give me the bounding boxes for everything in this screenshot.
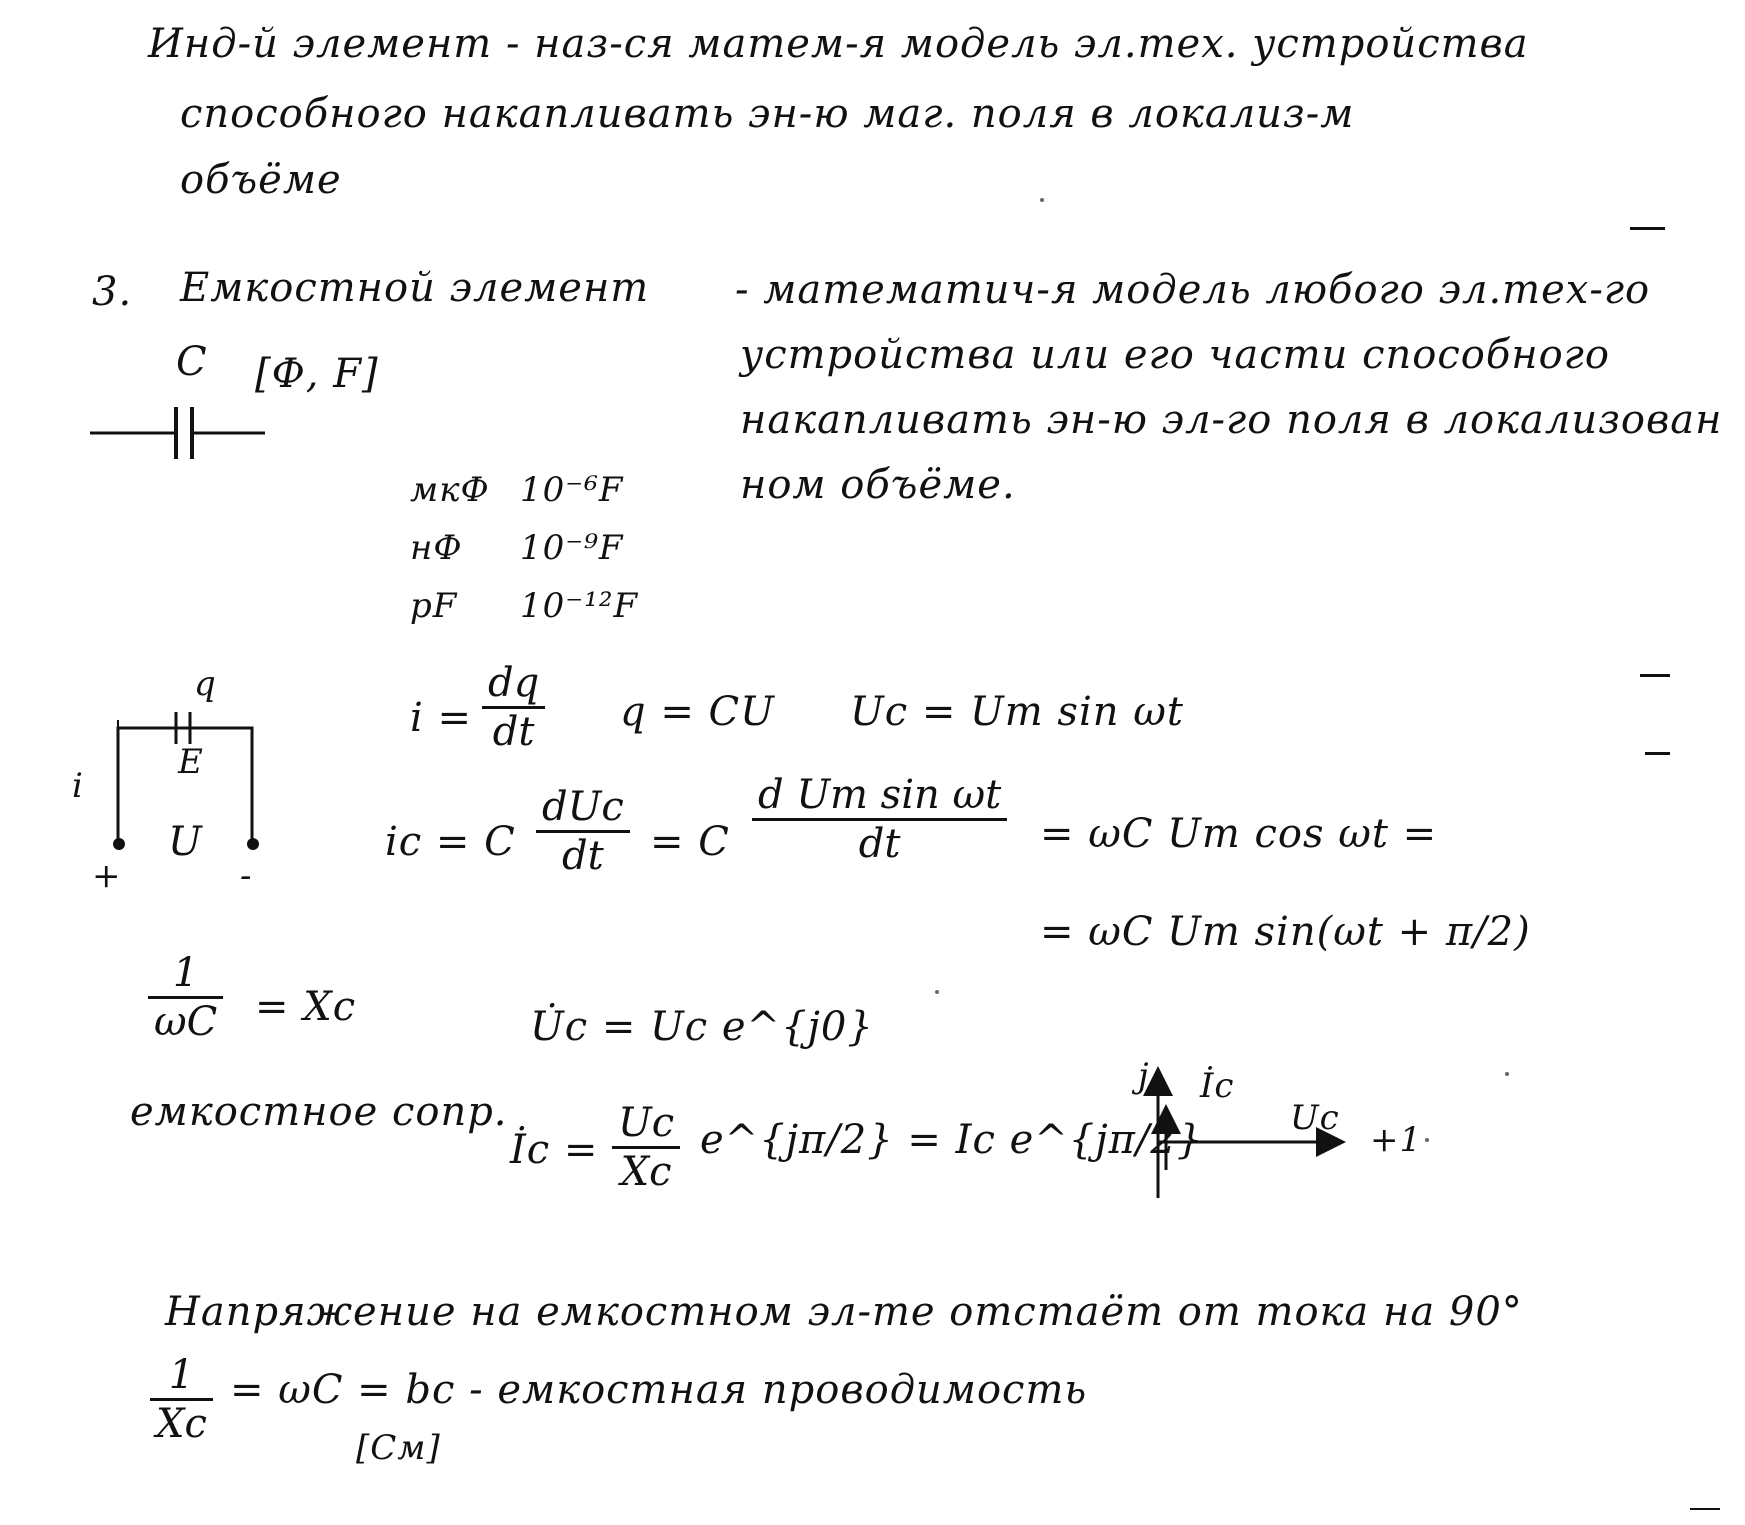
eq2-middle: = C	[650, 819, 730, 865]
susceptance-fraction	[150, 1352, 213, 1447]
terminal-plus-sign: +	[92, 856, 122, 896]
capacitor-symbol	[90, 395, 270, 475]
intro-line-2: способного накапливать эн-ю маг. поля в локализ-м	[180, 91, 1355, 137]
eq1-denominator: dt	[492, 709, 535, 755]
scan-mark-2	[1640, 674, 1670, 677]
definition-line-3: накапливать эн-ю эл-го поля в локализован	[740, 397, 1723, 443]
reactance-fraction	[148, 950, 223, 1045]
eq2-denominator-1: dt	[562, 833, 604, 879]
eq2-fraction-1	[536, 784, 630, 879]
eq3: = ωC Um sin(ωt + π/2)	[1040, 909, 1531, 955]
conclusion-text: Напряжение на емкостном эл-те отстаёт от тока на 90°	[165, 1289, 1523, 1335]
phasor-real-axis-label: +1	[1370, 1120, 1423, 1160]
eq2-numerator-1: dUc	[542, 784, 624, 830]
eq2-lhs: ic = C	[385, 819, 516, 865]
susceptance-denominator: Xc	[156, 1401, 207, 1447]
scan-speck-2	[935, 990, 939, 994]
circuit-field-label: E	[178, 742, 204, 782]
eq2-numerator-2: d Um sin ωt	[758, 772, 1002, 818]
circuit-charge-label: q	[194, 664, 217, 704]
phasor-current-denominator: Xc	[620, 1149, 672, 1195]
definition-line-1: - математич-я модель любого эл.тех-го	[735, 267, 1651, 313]
scan-mark-3	[1645, 752, 1670, 755]
circuit-voltage-label: U	[168, 819, 203, 865]
unit-prefix-pico: pF	[410, 586, 458, 626]
phasor-current-label: İc	[1200, 1066, 1235, 1106]
eq1-voltage: Uc = Um sin ωt	[850, 689, 1184, 735]
eq2-denominator-2: dt	[858, 821, 901, 867]
eq1-numerator: dq	[488, 660, 540, 706]
intro-line-3: объёме	[180, 157, 342, 203]
unit-prefix-micro: мкФ	[410, 470, 490, 510]
section-title: Емкостной элемент	[180, 265, 650, 311]
reactance-denominator: ωC	[154, 999, 218, 1045]
terminal-plus	[113, 838, 125, 850]
terminal-minus	[247, 838, 259, 850]
susceptance-numerator: 1	[168, 1352, 195, 1398]
scan-mark-1	[1630, 227, 1665, 230]
unit-value-pico: 10⁻¹²F	[520, 586, 639, 626]
definition-line-2: устройства или его части способного	[740, 332, 1610, 378]
reactance-rhs: = Xc	[255, 984, 357, 1030]
intro-line-1: Инд-й элемент - наз-ся матем-я модель эл.тех. устройства	[148, 21, 1529, 67]
phasor-current-lhs: İc =	[510, 1127, 599, 1173]
eq1-fraction	[482, 660, 545, 755]
scan-speck-4	[1425, 1138, 1429, 1142]
eq1-lhs: i =	[410, 695, 473, 741]
phasor-voltage-label: Uc	[1290, 1098, 1340, 1138]
phasor-current-fraction	[612, 1100, 680, 1195]
capacitor-label: C	[176, 339, 208, 385]
scan-speck-3	[1505, 1072, 1509, 1076]
eq2-fraction-2	[752, 772, 1007, 867]
reactance-label: емкостное сопр.	[130, 1089, 508, 1135]
phasor-current-rhs: e^{jπ/2} = Ic e^{jπ/2}	[700, 1117, 1204, 1163]
susceptance-rhs: = ωC = bc - емкостная проводимость	[230, 1367, 1088, 1413]
phasor-axis-j: j	[1138, 1056, 1150, 1096]
unit-value-nano: 10⁻⁹F	[520, 528, 624, 568]
scan-speck-1	[1040, 198, 1044, 202]
reactance-numerator: 1	[172, 950, 199, 996]
eq1-charge: q = CU	[620, 689, 775, 735]
circuit-current-label: i	[72, 766, 84, 806]
phasor-current-numerator: Uc	[618, 1100, 675, 1146]
scan-mark-4	[1690, 1508, 1720, 1510]
capacitance-units: [Ф, F]	[255, 351, 379, 397]
unit-value-micro: 10⁻⁶F	[520, 470, 624, 510]
eq2-rhs: = ωC Um cos ωt =	[1040, 811, 1438, 857]
phasor-voltage: U̇c = Uc e^{j0}	[530, 1004, 874, 1050]
section-number: 3.	[92, 269, 133, 315]
terminal-minus-sign: -	[240, 856, 253, 896]
unit-prefix-nano: нФ	[410, 528, 463, 568]
susceptance-unit: [См]	[356, 1428, 441, 1468]
definition-line-4: ном объёме.	[740, 462, 1016, 508]
